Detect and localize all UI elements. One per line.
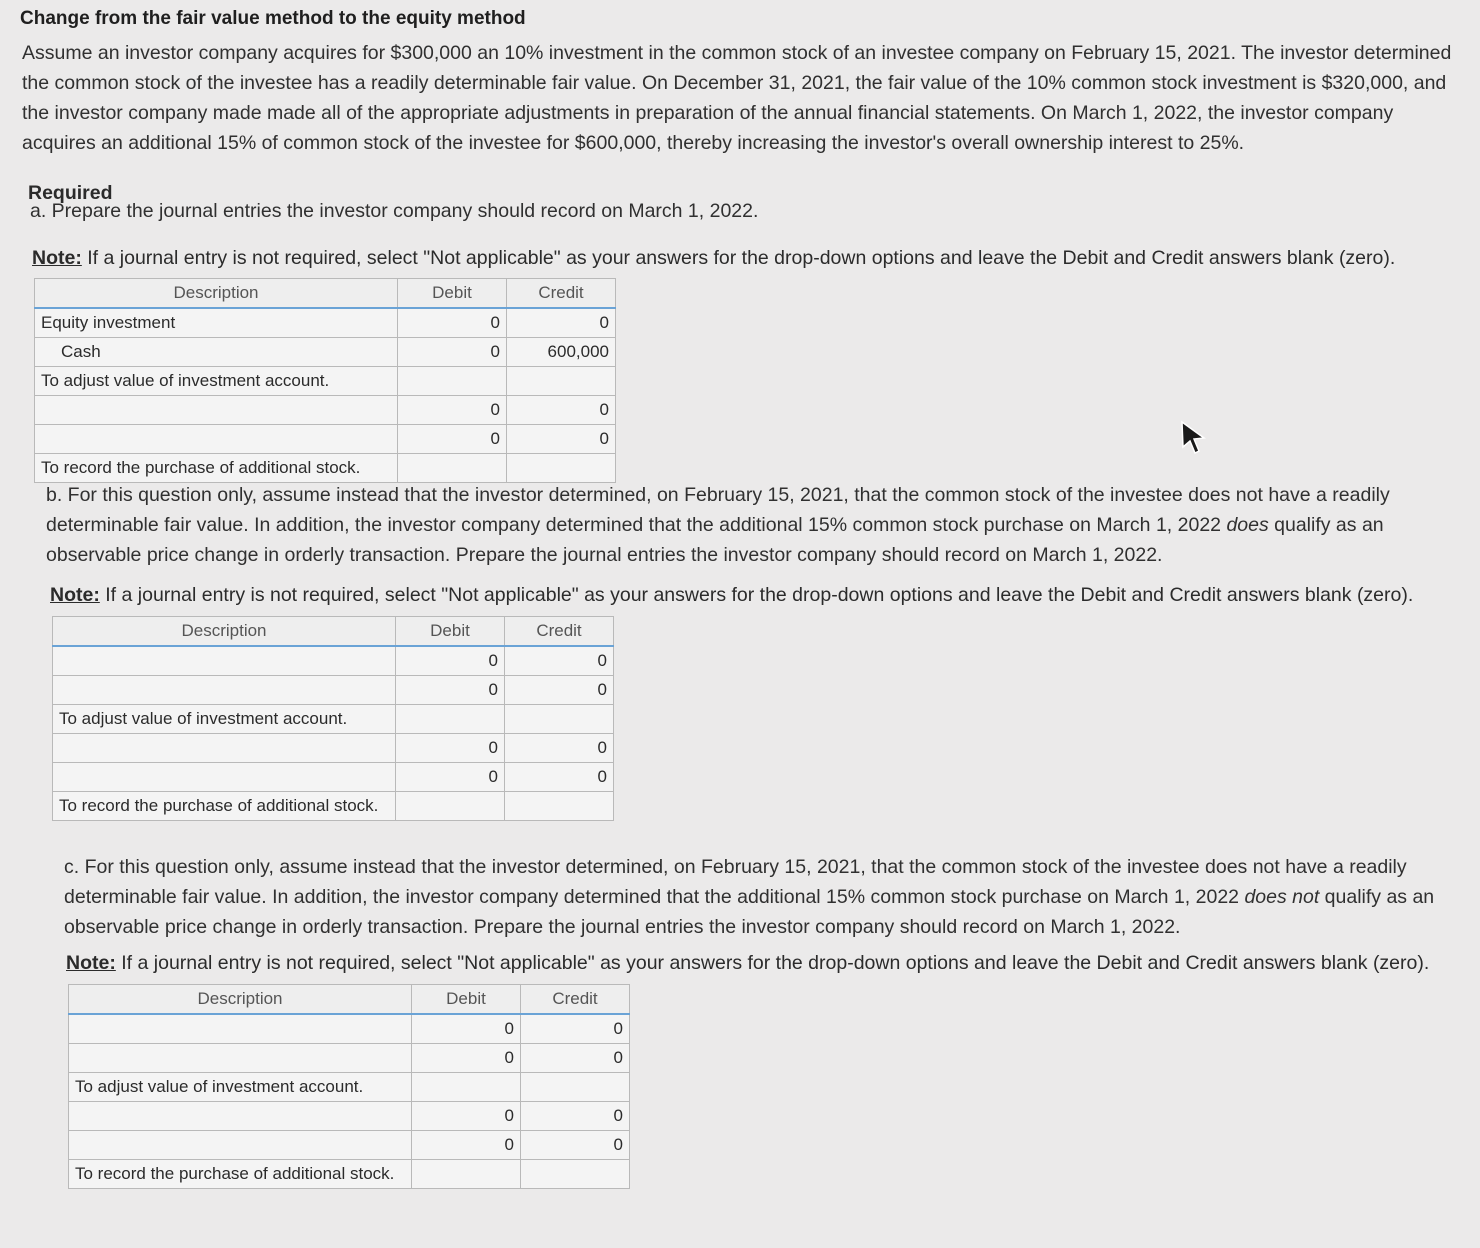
col-credit: Credit <box>507 279 616 309</box>
table-row <box>53 792 614 821</box>
table-row <box>53 705 614 734</box>
table-row <box>35 308 616 338</box>
part-b-note <box>50 584 1413 607</box>
description-select[interactable]: Equity investment <box>35 308 398 338</box>
memo-text: To adjust value of investment account. <box>35 367 398 396</box>
part-c-note <box>66 952 1429 975</box>
table-row <box>69 1073 630 1102</box>
debit-input[interactable]: 0 <box>396 676 505 705</box>
empty-cell <box>398 367 507 396</box>
col-debit: Debit <box>398 279 507 309</box>
note-text: If a journal entry is not required, select "Not applicable" as your answers for the drop-down options and leave the Debit and Credit answers blank (zero). <box>99 584 1414 606</box>
table-row <box>69 1014 630 1044</box>
memo-text: To record the purchase of additional stock. <box>69 1160 412 1189</box>
empty-cell <box>505 792 614 821</box>
credit-input[interactable]: 0 <box>507 425 616 454</box>
part-a-note <box>32 247 1395 270</box>
credit-input[interactable]: 0 <box>521 1102 630 1131</box>
journal-table-c <box>68 984 630 1189</box>
description-select[interactable] <box>69 1102 412 1131</box>
debit-input[interactable]: 0 <box>396 763 505 792</box>
debit-input[interactable]: 0 <box>412 1014 521 1044</box>
empty-cell <box>507 454 616 483</box>
credit-input[interactable]: 0 <box>521 1131 630 1160</box>
problem-intro: Assume an investor company acquires for $300,000 an 10% investment in the common stock of an investee company on February 15, 2021. The investor determined the common stock of the investee has a readily determinable fair value. On December 31, 2021, the fair value of the 10% common stock investment is $320,000, and the investor company made made all of the appropriate adjustments in preparation of the annual financial statements. On March 1, 2022, the investor company acquires an additional 15% of common stock of the investee for $600,000, thereby increasing the investor's overall ownership interest to 25%. <box>22 42 1452 154</box>
empty-cell <box>521 1160 630 1189</box>
description-select[interactable] <box>69 1044 412 1073</box>
col-description: Description <box>35 279 398 309</box>
description-select[interactable]: Cash <box>35 338 398 367</box>
table-row <box>69 1044 630 1073</box>
credit-input[interactable]: 0 <box>505 763 614 792</box>
description-select[interactable] <box>35 425 398 454</box>
memo-text: To adjust value of investment account. <box>53 705 396 734</box>
table-row <box>35 425 616 454</box>
credit-input[interactable]: 0 <box>505 734 614 763</box>
part-a-question: a. Prepare the journal entries the investor company should record on March 1, 2022. <box>30 200 759 222</box>
credit-input[interactable]: 600,000 <box>507 338 616 367</box>
note-text: If a journal entry is not required, select "Not applicable" as your answers for the drop-down options and leave the Debit and Credit answers blank (zero). <box>81 247 1396 269</box>
empty-cell <box>505 705 614 734</box>
required-label: Required <box>28 182 113 204</box>
mouse-pointer-icon <box>1180 420 1208 454</box>
debit-input[interactable]: 0 <box>412 1044 521 1073</box>
debit-input[interactable]: 0 <box>398 308 507 338</box>
part-b-question-pre: b. For this question only, assume instead that the investor determined, on February 15, 2021, that the common stock of the investee does not have a readily determinable fair value. In addition, the investor company determined that the additional 15% common stock purchase on March 1, 2022 <box>46 484 1390 536</box>
debit-input[interactable]: 0 <box>412 1102 521 1131</box>
table-row <box>69 1131 630 1160</box>
memo-text: To record the purchase of additional stock. <box>53 792 396 821</box>
debit-input[interactable]: 0 <box>396 734 505 763</box>
part-c-question-post: qualify as an observable price change in orderly transaction. Prepare the journal entries the investor company should record on March 1, 2022. <box>64 886 1435 938</box>
col-credit: Credit <box>521 985 630 1015</box>
table-row <box>35 454 616 483</box>
col-debit: Debit <box>396 617 505 647</box>
description-select[interactable] <box>35 396 398 425</box>
credit-input[interactable]: 0 <box>505 676 614 705</box>
table-row <box>53 763 614 792</box>
credit-input[interactable]: 0 <box>507 396 616 425</box>
debit-input[interactable]: 0 <box>412 1131 521 1160</box>
description-select[interactable] <box>53 734 396 763</box>
journal-table-b <box>52 616 614 821</box>
page-title: Change from the fair value method to the equity method <box>20 8 526 29</box>
part-b-question-emphasis: does <box>1226 514 1269 536</box>
part-c-question-emphasis: does not <box>1244 886 1320 908</box>
description-select[interactable] <box>53 676 396 705</box>
credit-input[interactable]: 0 <box>507 308 616 338</box>
col-description: Description <box>69 985 412 1015</box>
table-row <box>35 396 616 425</box>
table-row <box>35 367 616 396</box>
credit-input[interactable]: 0 <box>521 1014 630 1044</box>
empty-cell <box>507 367 616 396</box>
description-select[interactable] <box>53 646 396 676</box>
debit-input[interactable]: 0 <box>398 396 507 425</box>
note-label: Note: <box>66 952 116 974</box>
table-row <box>35 338 616 367</box>
table-row <box>69 1102 630 1131</box>
credit-input[interactable]: 0 <box>505 646 614 676</box>
description-select[interactable] <box>69 1014 412 1044</box>
note-label: Note: <box>32 247 82 269</box>
note-label: Note: <box>50 584 100 606</box>
note-text: If a journal entry is not required, select "Not applicable" as your answers for the drop-down options and leave the Debit and Credit answers blank (zero). <box>115 952 1430 974</box>
empty-cell <box>398 454 507 483</box>
memo-text: To adjust value of investment account. <box>69 1073 412 1102</box>
empty-cell <box>412 1160 521 1189</box>
col-debit: Debit <box>412 985 521 1015</box>
part-c-question <box>64 852 1464 942</box>
journal-table-a <box>34 278 616 483</box>
debit-input[interactable]: 0 <box>398 425 507 454</box>
empty-cell <box>412 1073 521 1102</box>
empty-cell <box>396 705 505 734</box>
part-c-question-pre: c. For this question only, assume instead that the investor determined, on February 15, 2021, that the common stock of the investee does not have a readily determinable fair value. In addition, the investor company determined that the additional 15% common stock purchase on March 1, 2022 <box>64 856 1407 908</box>
debit-input[interactable]: 0 <box>398 338 507 367</box>
table-row <box>69 1160 630 1189</box>
credit-input[interactable]: 0 <box>521 1044 630 1073</box>
description-select[interactable] <box>69 1131 412 1160</box>
empty-cell <box>396 792 505 821</box>
memo-text: To record the purchase of additional stock. <box>35 454 398 483</box>
empty-cell <box>521 1073 630 1102</box>
part-b-question <box>46 480 1446 570</box>
part-b-question-post: qualify as an observable price change in orderly transaction. Prepare the journal entries the investor company should record on March 1, 2022. <box>46 514 1384 566</box>
table-row <box>53 646 614 676</box>
col-description: Description <box>53 617 396 647</box>
description-select[interactable] <box>53 763 396 792</box>
table-row <box>53 734 614 763</box>
debit-input[interactable]: 0 <box>396 646 505 676</box>
table-row <box>53 676 614 705</box>
col-credit: Credit <box>505 617 614 647</box>
